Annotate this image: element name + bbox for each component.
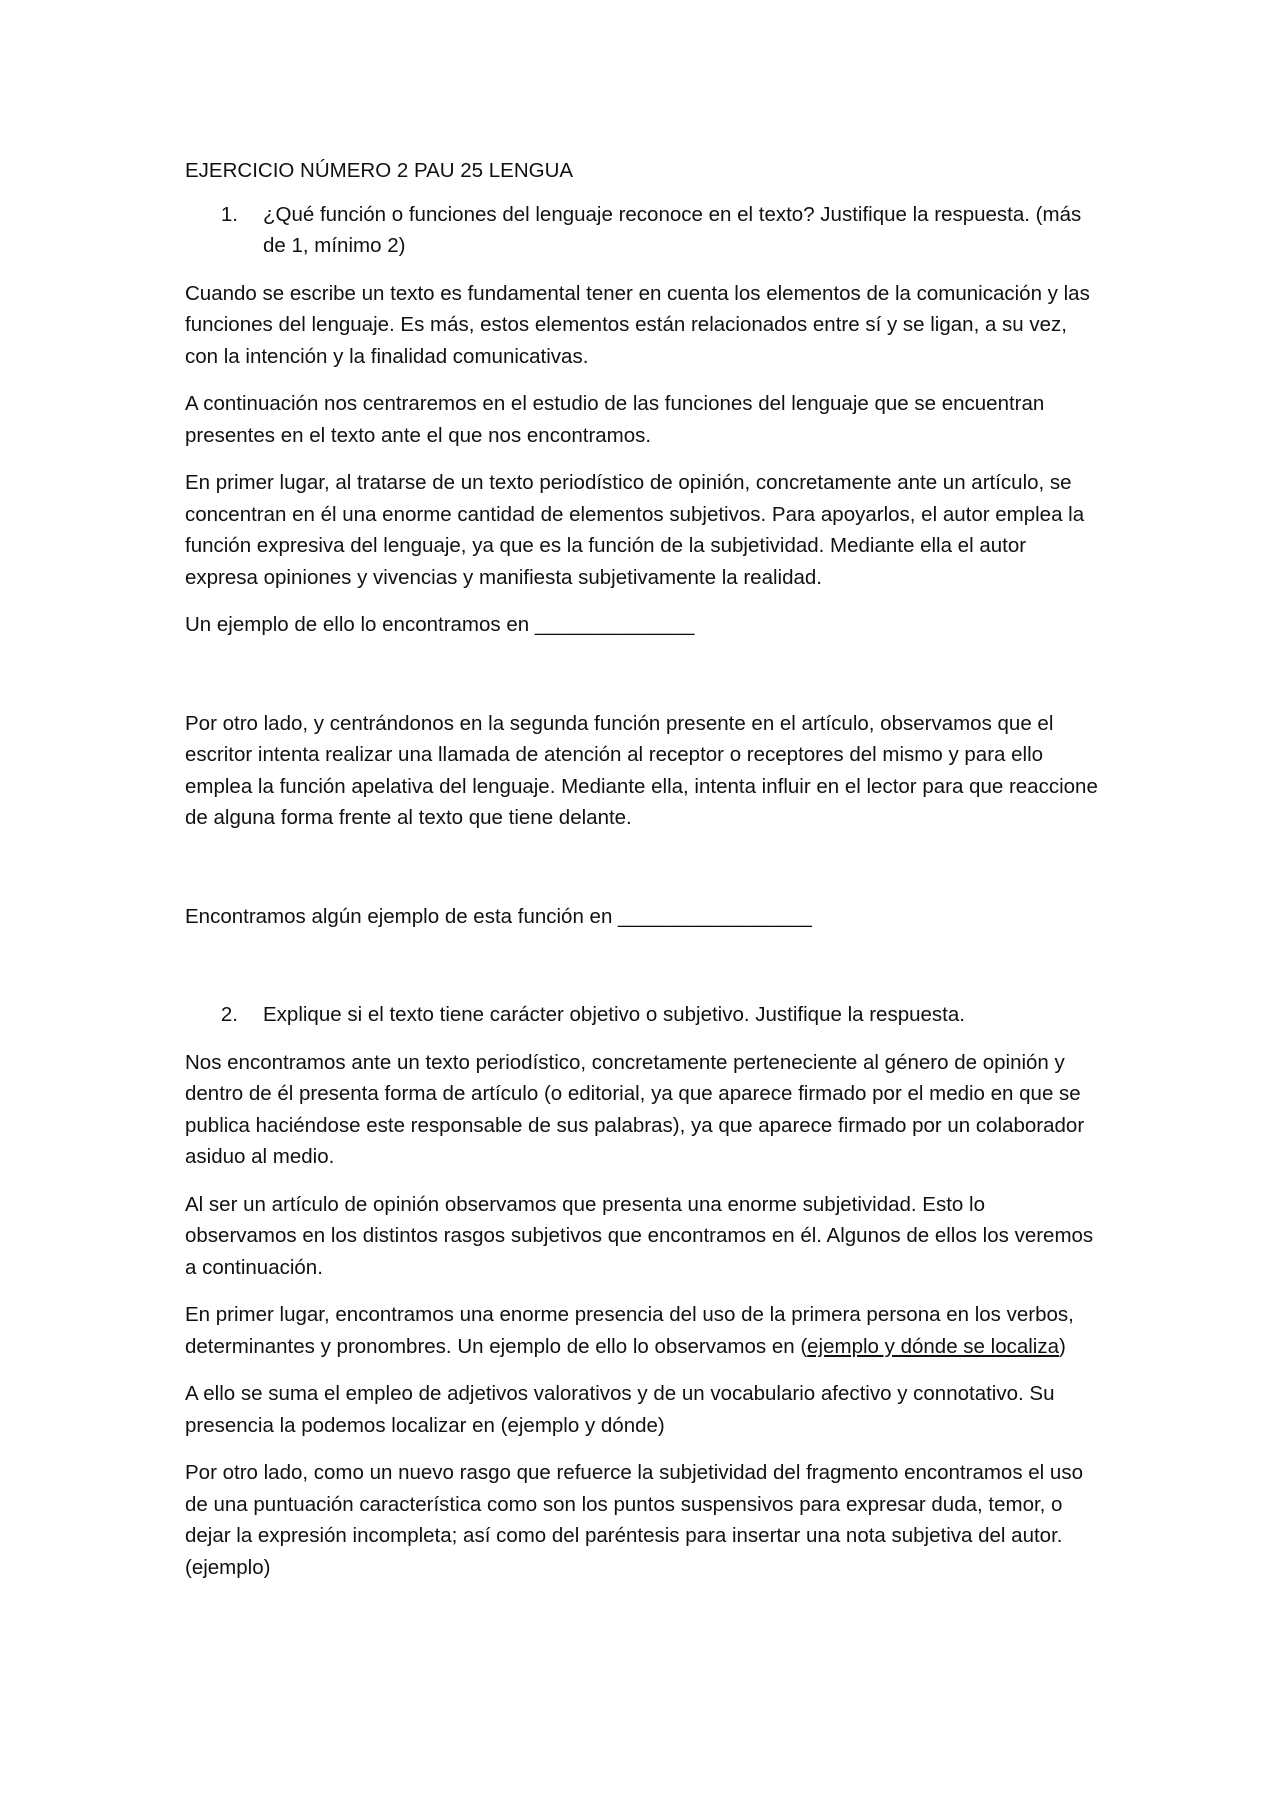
paragraph-9-text: En primer lugar, encontramos una enorme presencia del uso de la primera persona en los verbos, determinantes y pronombres. Un ejemplo de ello lo observamos en (: [185, 1303, 1074, 1358]
question-2-number: 2.: [220, 1003, 238, 1026]
paragraph-7: Nos encontramos ante un texto periodístico, concretamente perteneciente al género de opinión y dentro de él presenta forma de artículo (o editorial, ya que aparece firmado por el medio en que se publica haciéndose este responsable de sus palabras), ya que aparece firmado por un colaborador asiduo al medio.: [185, 1050, 1085, 1168]
paragraph-3: En primer lugar, al tratarse de un texto periodístico de opinión, concretamente ante un artículo, se concentran en él una enorme cantidad de elementos subjetivos. Para apoyarlos, el autor emplea la función expresiva del lenguaje, ya que es la función de la subjetividad. Mediante ella el autor expresa opiniones y vivencias y manifiesta subjetivamente la realidad.: [185, 471, 1085, 589]
blank-space: [185, 657, 1100, 708]
document-title: EJERCICIO NÚMERO 2 PAU 25 LENGUA: [185, 159, 574, 182]
paragraph-1: Cuando se escribe un texto es fundamental tener en cuenta los elementos de la comunicación y las funciones del lenguaje. Es más, estos elementos están relacionados entre sí y se ligan, a su vez, con la intención y la finalidad comunicativas.: [185, 281, 1090, 368]
paragraph-8: Al ser un artículo de opinión observamos que presenta una enorme subjetividad. Esto lo observamos en los distintos rasgos subjetivos que encontramos en él. Algunos de ellos los veremos a continuación.: [185, 1192, 1094, 1279]
paragraph-9: [185, 1299, 1100, 1362]
blank-space: [185, 948, 1100, 999]
paragraph-9-closing: ): [1059, 1334, 1066, 1358]
question-1-number: 1.: [220, 202, 238, 226]
paragraph-11: Por otro lado, como un nuevo rasgo que refuerce la subjetividad del fragmento encontramos el uso de una puntuación característica como son los puntos suspensivos para expresar duda, temor, o dejar la expresión incompleta; así como del paréntesis para insertar una nota subjetiva del autor. (ejemplo): [185, 1461, 1083, 1579]
document-body: [185, 155, 1100, 1599]
question-1-text: ¿Qué función o funciones del lenguaje reconoce en el texto? Justifique la respuesta. (más de 1, mínimo 2): [263, 202, 1082, 257]
question-2: [185, 999, 1100, 1031]
question-2-text: Explique si el texto tiene carácter objetivo o subjetivo. Justifique la respuesta.: [263, 1003, 965, 1026]
question-1: [185, 199, 1100, 262]
paragraph-5: Por otro lado, y centrándonos en la segunda función presente en el artículo, observamos que el escritor intenta realizar una llamada de atención al receptor o receptores del mismo y para ello emplea la función apelativa del lenguaje. Mediante ella, intenta influir en el lector para que reaccione de alguna forma frente al texto que tiene delante.: [185, 711, 1098, 829]
paragraph-9-underlined-text: ejemplo y dónde se localiza: [807, 1334, 1060, 1358]
paragraph-2: A continuación nos centraremos en el estudio de las funciones del lenguaje que se encuentran presentes en el texto ante el que nos encontramos.: [185, 392, 1045, 447]
paragraph-6-example-blank: Encontramos algún ejemplo de esta función en _________________: [185, 904, 812, 928]
paragraph-4-example-blank: Un ejemplo de ello lo encontramos en ______________: [185, 613, 695, 636]
blank-space: [185, 850, 1100, 901]
paragraph-10: A ello se suma el empleo de adjetivos valorativos y de un vocabulario afectivo y connotativo. Su presencia la podemos localizar en (ejemplo y dónde): [185, 1382, 1055, 1437]
